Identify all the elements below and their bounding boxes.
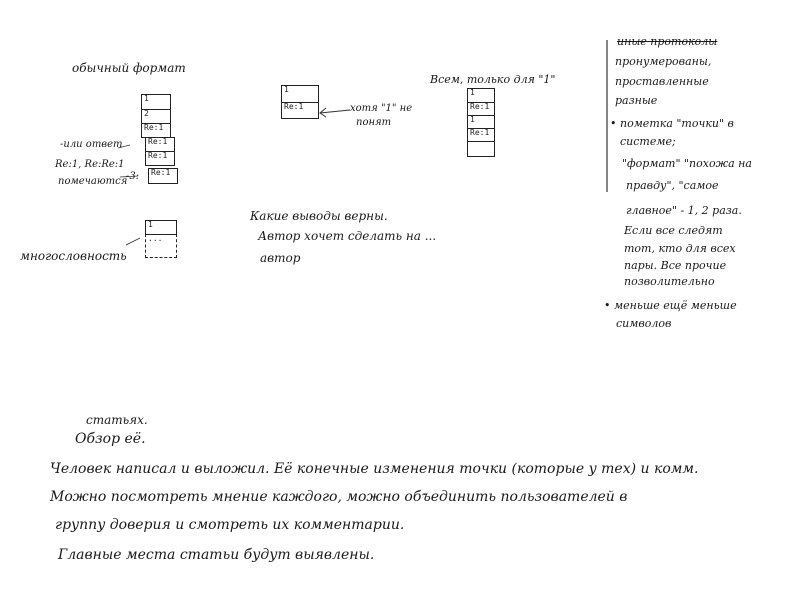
bottom-line: Обзор её. [75, 431, 146, 447]
sketch4-title: Всем, только для "1" [430, 73, 556, 86]
stack-box: Re:1 [141, 123, 171, 138]
right-line: главное" - 1, 2 раза. [626, 204, 742, 217]
stack-box: Re:1 [467, 102, 495, 116]
stack-box: Re:1 [467, 128, 495, 142]
sketch1-note: помечаются [58, 176, 128, 187]
sketch3-note: хотя "1" не [350, 103, 413, 114]
box: 1 [281, 85, 319, 103]
bottom-paragraph-line: группу доверия и смотреть их комментарии. [55, 517, 405, 533]
sketch1-title: обычный формат [72, 61, 186, 75]
right-line: правду", "самое [626, 179, 719, 192]
stack-box: 2 [141, 109, 171, 124]
right-line: системе; [620, 135, 676, 148]
right-line: символов [616, 317, 672, 330]
right-line: тот, кто для всех [624, 242, 736, 255]
bottom-paragraph-line: Можно посмотреть мнение каждого, можно объединить пользователей в [50, 489, 628, 505]
stack-box: Re:1 [145, 137, 175, 152]
bottom-paragraph-line: Главные места статьи будут выявлены. [58, 547, 375, 563]
arrow-line [320, 110, 350, 113]
stack-box: 1 [467, 115, 495, 129]
right-line: Если все следят [624, 224, 723, 237]
sketch2-label: многословность [20, 249, 127, 263]
box: 1 [145, 220, 177, 235]
middle-line: Какие выводы верны. [250, 209, 388, 223]
right-line: "формат" "похожа на [622, 157, 752, 170]
sketch1-note: -3: [126, 171, 140, 182]
bottom-line: статьях. [86, 413, 148, 427]
middle-line: Автор хочет сделать на ... [258, 229, 437, 243]
right-line: • пометка "точки" в [610, 117, 734, 130]
right-line: пронумерованы, [615, 55, 712, 68]
stack-box: 1 [141, 94, 171, 110]
right-line: позволительно [624, 275, 715, 288]
stack-box: Re:1 [145, 151, 175, 166]
right-line: • меньше ещё меньше [604, 299, 737, 312]
stack-box [467, 141, 495, 157]
box: ... [145, 234, 177, 258]
right-line: пары. Все прочие [624, 259, 727, 272]
sketch3-note: понят [356, 117, 392, 128]
note-arrow [126, 238, 140, 245]
sketch1-note: -или ответ [60, 139, 123, 150]
right-line: иные протоколы [617, 35, 718, 48]
right-line: проставленные [615, 75, 709, 88]
sketch1-note: Re:1, Re:Re:1 [55, 159, 125, 170]
box: Re:1 [281, 102, 319, 119]
right-line: разные [615, 94, 658, 107]
stack-box: 1 [467, 88, 495, 103]
bottom-paragraph-line: Человек написал и выложил. Её конечные изменения точки (которые у тех) и комм. [50, 461, 699, 477]
middle-line: автор [260, 251, 301, 265]
stack-box: Re:1 [148, 168, 178, 184]
